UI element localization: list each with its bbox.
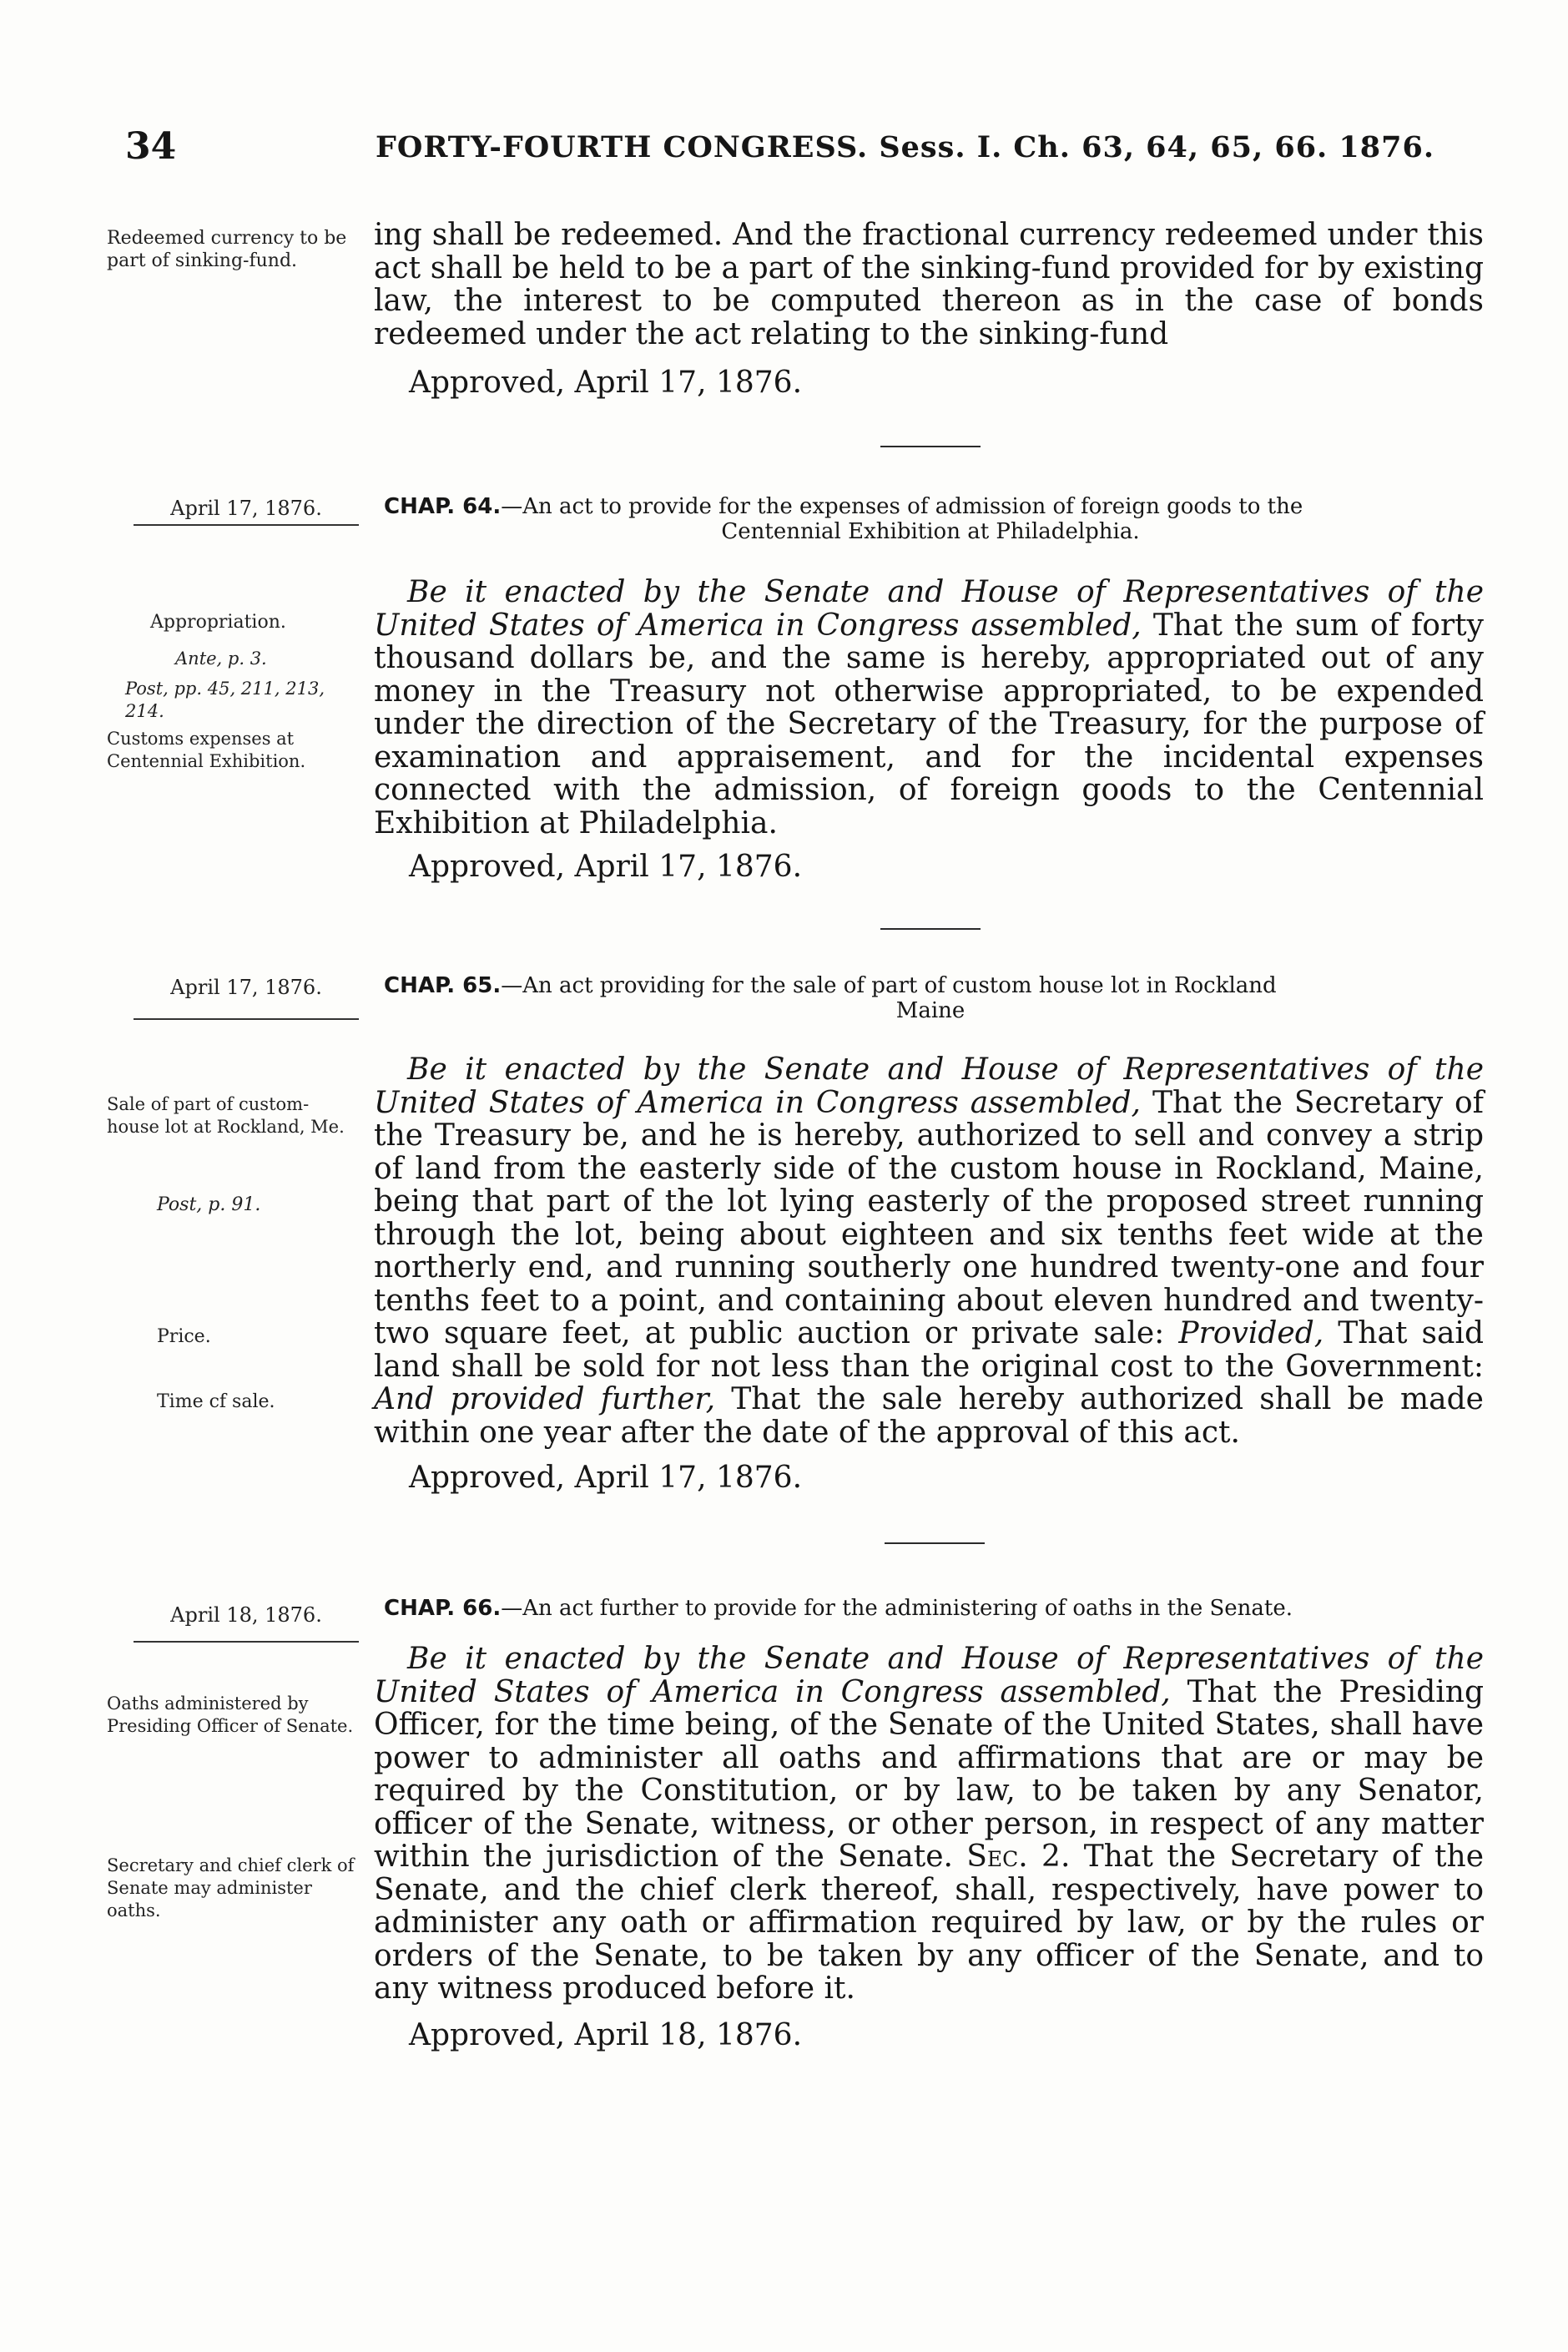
side-note-secretary: Secretary and chief clerk of Senate may administer oaths. — [107, 1855, 355, 1920]
ch64-body: That the sum of forty thousand dollars be, and the same is hereby, appropriated out of any money in the Treasury not otherwise appropriated, to be expended under the direction of the Secretary of the Treasury, for the purpose of examination and appraisement, and for the incidental expenses connected with the admission, of foreign goods to the Centennial Exhibition at Philadelphia. — [374, 608, 1484, 840]
ch64-approved: Approved, April 17, 1876. — [409, 850, 803, 884]
ch66-title: —An act further to provide for the administering of oaths in the Senate. — [501, 1596, 1293, 1621]
ch66-section-2: Sec. 2. — [966, 1840, 1071, 1874]
ch66-approved: Approved, April 18, 1876. — [409, 2018, 803, 2052]
side-note-post-91: Post, p. 91. — [157, 1194, 261, 1215]
ch65-provided: Provided, — [1178, 1316, 1324, 1350]
ch64-date: April 17, 1876. — [170, 497, 322, 520]
side-note-customs: Customs expenses at Centennial Exhibition. — [107, 729, 306, 771]
side-note-oaths: Oaths administered by Presiding Officer of Senate. — [107, 1693, 354, 1736]
ch65-enacting-clause: Be it enacted by the Senate and House of Representatives of the United States of America in Congress assembled, — [374, 1052, 1484, 1120]
side-note-appropriation: Appropriation. — [150, 612, 286, 633]
ch63-approved: Approved, April 17, 1876. — [409, 366, 803, 400]
ch64-title-cont: Centennial Exhibition at Philadelphia. — [721, 519, 1140, 544]
running-head-title: FORTY-FOURTH CONGRESS. Sess. I. Ch. 63, 64, 65, 66. 1876. — [376, 130, 1435, 164]
running-header — [125, 125, 1477, 175]
ch66-body-b: That the Secretary of the Senate, and the chief clerk thereof, shall, respectively, have power to administer any oath or affirmation required by law, or by the rules or orders of the Senate, to be taken by any officer of the Senate, and to any witness produced before it. — [374, 1840, 1484, 2006]
side-note-ante: Ante, p. 3. — [175, 649, 267, 669]
ch65-heading — [384, 973, 1477, 1023]
side-note-sale: Sale of part of custom-house lot at Rockland, Me. — [107, 1094, 345, 1137]
ch63-text: ing shall be redeemed. And the fractional currency redeemed under this act shall be held to be a part of the sinking-fund provided for by existing law, the interest to be computed thereon as in the case of bonds redeemed under the act relating to the sinking-fund — [374, 218, 1484, 351]
side-note-post: Post, pp. 45, 211, 213, 214. — [125, 679, 325, 721]
side-note-price: Price. — [157, 1326, 211, 1347]
ch65-date: April 17, 1876. — [170, 976, 322, 999]
ch64-chap-label: CHAP. 64. — [384, 494, 502, 519]
ch66-date-rule — [134, 1641, 359, 1643]
ch65-chap-label: CHAP. 65. — [384, 973, 502, 998]
ch66-heading — [384, 1596, 1477, 1621]
side-note-redeemed-currency: Redeemed currency to be part of sinking-fund. — [107, 228, 347, 271]
ch65-body-c: That the sale hereby authorized shall be made within one year after the date of the approval of this act. — [374, 1382, 1484, 1450]
ch66-enacting-text — [374, 1643, 1484, 2006]
section-divider — [880, 928, 981, 930]
ch65-body-a: That the Secretary of the Treasury be, and he is hereby, authorized to sell and convey a strip of land from the easterly side of the custom house in Rockland, Maine, being that part of the lot lying easterly of the proposed street running through the lot, being about eighteen and six tenths feet wide at the northerly end, and running southerly one hundred twenty-one and four tenths feet to a point, and containing about eleven hundred and twenty-two square feet, at public auction or private sale: — [374, 1085, 1484, 1350]
ch64-title: —An act to provide for the expenses of admission of foreign goods to the — [501, 494, 1303, 519]
page-number: 34 — [125, 125, 177, 168]
ch65-title: —An act providing for the sale of part of custom house lot in Rockland — [501, 973, 1277, 998]
ch65-body-b: That said land shall be sold for not less than the original cost to the Government: — [374, 1316, 1484, 1384]
section-divider — [885, 1542, 985, 1544]
ch66-enacting-clause: Be it enacted by the Senate and House of Representatives of the United States of America in Congress assembled, — [374, 1642, 1484, 1709]
ch65-date-rule — [134, 1018, 359, 1020]
side-note-time-of-sale: Time cf sale. — [157, 1391, 275, 1412]
ch65-approved: Approved, April 17, 1876. — [409, 1461, 803, 1495]
ch65-enacting-text — [374, 1053, 1484, 1449]
ch64-date-rule — [134, 524, 359, 526]
section-divider — [880, 446, 981, 447]
ch65-provided-further: And provided further, — [374, 1382, 716, 1416]
ch65-title-cont: Maine — [895, 998, 966, 1023]
ch64-enacting-text — [374, 576, 1484, 840]
ch64-heading — [384, 494, 1477, 544]
ch64-enacting-clause: Be it enacted by the Senate and House of Representatives of the United States of America in Congress assembled, — [374, 575, 1484, 643]
ch66-chap-label: CHAP. 66. — [384, 1596, 502, 1621]
ch66-date: April 18, 1876. — [170, 1603, 322, 1627]
ch66-body-a: That the Presiding Officer, for the time being, of the Senate of the United States, shall have power to administer all oaths and affirmations that are or may be required by the Constitution, or by law, to be taken by any Senator, officer of the Senate, witness, or other person, in respect of any matter within the jurisdiction of the Senate. — [374, 1674, 1484, 1874]
